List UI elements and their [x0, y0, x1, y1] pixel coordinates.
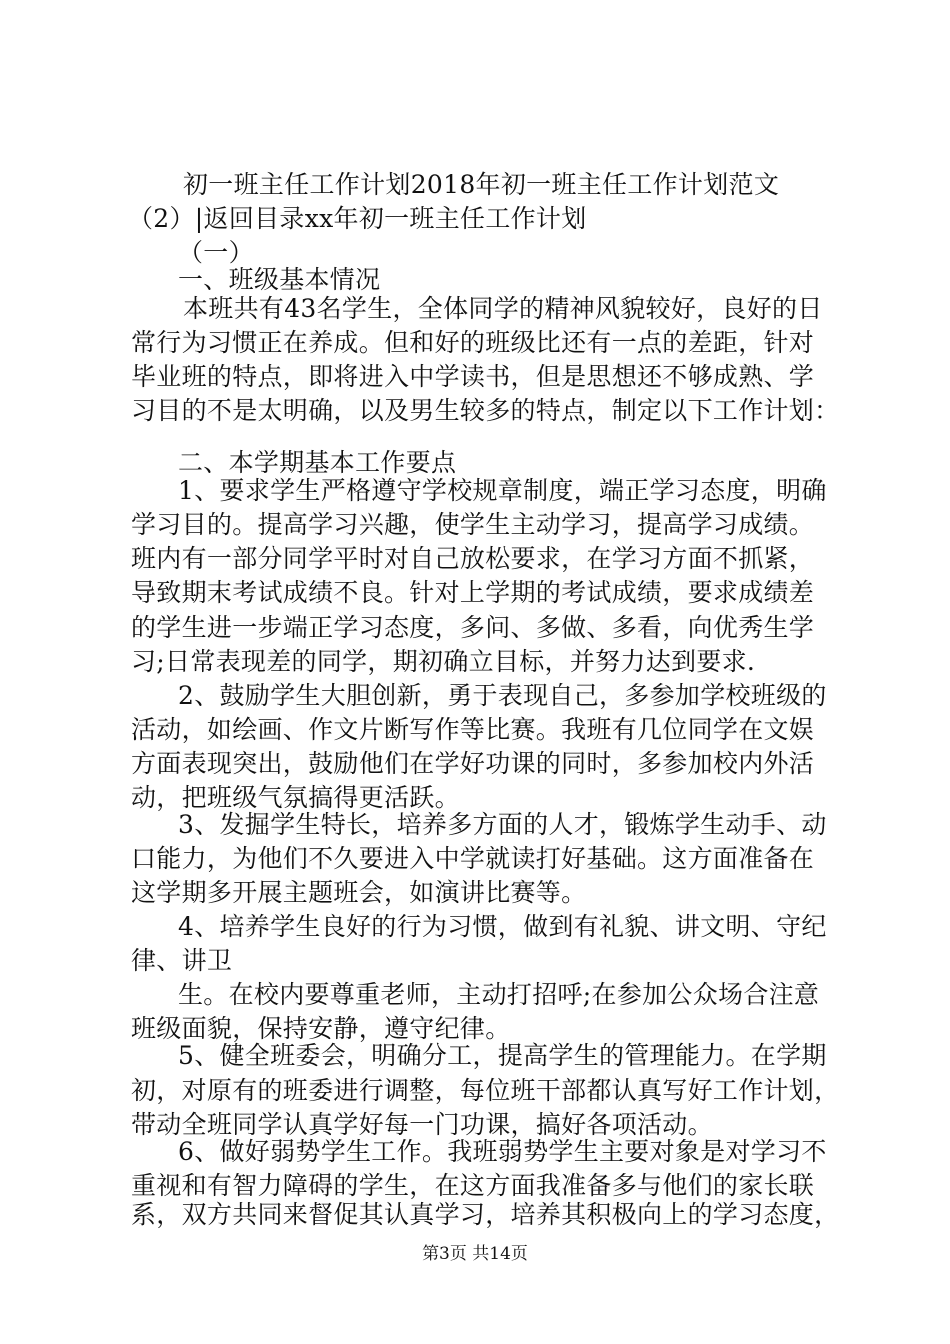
page-number: 第3页 共14页	[422, 1244, 528, 1264]
paragraph-line: 一、班级基本情况	[178, 265, 381, 294]
paragraph-line: 学习目的。提高学习兴趣，使学生主动学习，提高学习成绩。	[131, 510, 815, 539]
paragraph-line: 重视和有智力障碍的学生，在这方面我准备多与他们的家长联	[131, 1171, 815, 1200]
paragraph-line: 动，把班级气氛搞得更活跃。	[131, 783, 460, 812]
paragraph-line: 初，对原有的班委进行调整，每位班干部都认真写好工作计划，	[131, 1076, 840, 1105]
paragraph-line: 2、鼓励学生大胆创新，勇于表现自己，多参加学校班级的	[178, 681, 827, 710]
paragraph-line: 毕业班的特点，即将进入中学读书，但是思想还不够成熟、学	[131, 362, 815, 391]
paragraph-line: 二、本学期基本工作要点	[178, 448, 457, 477]
paragraph-line: 系，双方共同来督促其认真学习，培养其积极向上的学习态度，	[131, 1200, 840, 1229]
paragraph-line: 习目的不是太明确，以及男生较多的特点，制定以下工作计划：	[131, 396, 840, 425]
paragraph-line: 班内有一部分同学平时对自己放松要求，在学习方面不抓紧，	[131, 544, 815, 573]
paragraph-line: 习;日常表现差的同学，期初确立目标，并努力达到要求.	[131, 647, 756, 676]
paragraph-line: 这学期多开展主题班会，如演讲比赛等。	[131, 878, 587, 907]
paragraph-line: 常行为习惯正在养成。但和好的班级比还有一点的差距，针对	[131, 328, 815, 357]
title-line: 初一班主任工作计划2018年初一班主任工作计划范文	[183, 170, 780, 199]
paragraph-line: 口能力，为他们不久要进入中学就读打好基础。这方面准备在	[131, 844, 815, 873]
paragraph-line: 活动，如绘画、作文片断写作等比赛。我班有几位同学在文娱	[131, 715, 815, 744]
paragraph-line: 本班共有43名学生，全体同学的精神风貌较好，良好的日	[183, 294, 823, 323]
paragraph-line: 1、要求学生严格遵守学校规章制度，端正学习态度，明确	[178, 476, 827, 505]
paragraph-line: 3、发掘学生特长，培养多方面的人才，锻炼学生动手、动	[178, 810, 827, 839]
title-line: （2）|返回目录xx年初一班主任工作计划	[128, 204, 587, 233]
paragraph-line: 班级面貌，保持安静，遵守纪律。	[131, 1014, 511, 1043]
paragraph-line: 的学生进一步端正学习态度，多问、多做、多看，向优秀生学	[131, 613, 815, 642]
paragraph-line: 带动全班同学认真学好每一门功课，搞好各项活动。	[131, 1110, 713, 1139]
paragraph-line: （一）	[178, 238, 254, 267]
paragraph-line: 导致期末考试成绩不良。针对上学期的考试成绩，要求成绩差	[131, 578, 815, 607]
paragraph-line: 方面表现突出，鼓励他们在学好功课的同时，多参加校内外活	[131, 749, 815, 778]
paragraph-line: 5、健全班委会，明确分工，提高学生的管理能力。在学期	[178, 1041, 827, 1070]
paragraph-line: 4、培养学生良好的行为习惯，做到有礼貌、讲文明、守纪	[178, 912, 827, 941]
paragraph-line: 生。在校内要尊重老师，主动打招呼;在参加公众场合注意	[178, 980, 820, 1009]
paragraph-line: 6、做好弱势学生工作。我班弱势学生主要对象是对学习不	[178, 1137, 827, 1166]
paragraph-line: 律、讲卫	[131, 946, 233, 975]
